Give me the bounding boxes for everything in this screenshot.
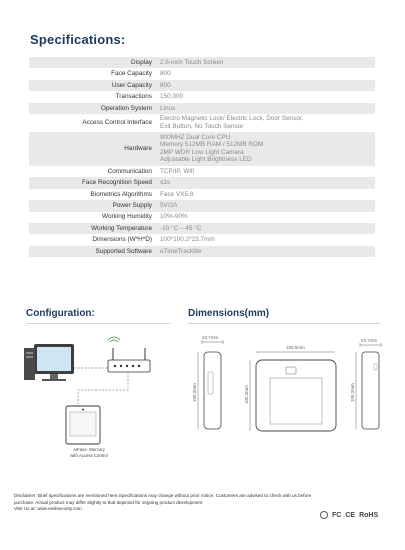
spec-value-line: 800: [160, 81, 171, 89]
spec-value-line: eTimeTracklite: [160, 247, 202, 255]
spec-key: Operation System: [29, 103, 156, 114]
spec-key: Access Control Interface: [29, 114, 156, 132]
spec-key: Hardware: [29, 132, 156, 166]
spec-value-line: Linux: [160, 104, 176, 112]
spec-value-line: Memory 512MB RAM / 512MB ROM: [160, 141, 264, 149]
spec-row: [29, 200, 375, 211]
right-width-label: 23.7mm: [361, 338, 378, 343]
spec-key: Face Capacity: [29, 68, 156, 79]
spec-key: Dimensions (W*H*D): [29, 234, 156, 245]
right-height-label: 100.2mm: [350, 383, 355, 402]
spec-key: Supported Software: [29, 246, 156, 257]
spec-value: [156, 166, 375, 177]
spec-value: [156, 223, 375, 234]
spec-value-line: 800: [160, 70, 171, 78]
spec-key: Communication: [29, 166, 156, 177]
disclaimer: [14, 493, 314, 513]
spec-table: [29, 57, 375, 257]
spec-row: [29, 103, 375, 114]
spec-value: [156, 200, 375, 211]
rohs-logo: RoHS: [359, 511, 379, 519]
fc-logo: FC: [332, 511, 342, 519]
spec-value: [156, 57, 375, 68]
device-caption-line: with Access Control: [70, 452, 108, 458]
side-width-label: 23.7mm: [202, 335, 219, 340]
spec-row: [29, 223, 375, 234]
configuration-rule: [26, 323, 171, 324]
spec-value-line: -10 °C – 45 °C: [160, 224, 202, 232]
spec-value: [156, 91, 375, 102]
device-caption-line: AiFace- Mercury: [73, 447, 105, 452]
side-view-right: [356, 343, 381, 429]
spec-value-line: 150,000: [160, 93, 184, 101]
spec-row: [29, 189, 375, 200]
spec-key: Transactions: [29, 91, 156, 102]
spec-value: [156, 189, 375, 200]
spec-row: [29, 177, 375, 188]
page-title: Specifications:: [30, 32, 126, 47]
spec-row: [29, 114, 375, 132]
ce-logo: CE: [345, 511, 356, 519]
spec-row: [29, 80, 375, 91]
spec-key: Power Supply: [29, 200, 156, 211]
spec-key: Working Humidity: [29, 212, 156, 223]
spec-row: [29, 166, 375, 177]
recycle-icon: [320, 511, 328, 519]
device-caption: [58, 447, 120, 458]
visit-text: Visit Us at: www.esslsecurity.com: [14, 506, 82, 511]
spec-value: [156, 177, 375, 188]
spec-key: Working Temperature: [29, 223, 156, 234]
side-view-left: [198, 340, 223, 429]
computer-icon: [24, 344, 74, 381]
configuration-title: Configuration:: [26, 308, 95, 319]
front-view: [250, 352, 336, 431]
spec-row: [29, 68, 375, 79]
spec-value-line: Adjustable Light Brightness LED: [160, 156, 252, 164]
spec-value-line: 900MHZ Dual Core CPU: [160, 133, 231, 141]
front-height-label: 100.2mm: [244, 385, 249, 404]
spec-key: Biometrics Algorithms: [29, 189, 156, 200]
spec-value-line: 10%-90%: [160, 213, 188, 221]
spec-row: [29, 132, 375, 166]
spec-row: [29, 212, 375, 223]
spec-value-line: ≤1s: [160, 179, 171, 187]
spec-value: [156, 234, 375, 245]
spec-key: User Capacity: [29, 80, 156, 91]
spec-value-line: Face VX5.8: [160, 190, 194, 198]
spec-value-line: 100*100.2*23.7mm: [160, 236, 215, 244]
side-height-label: 100.2mm: [192, 383, 197, 402]
spec-value-line: Exit Button, No Touch Sensor: [160, 122, 244, 130]
spec-value: [156, 132, 375, 166]
spec-row: [29, 234, 375, 245]
spec-row: [29, 57, 375, 68]
spec-value: [156, 80, 375, 91]
spec-value-line: 2.8-inch Touch Screen: [160, 58, 224, 66]
certification-logos: [320, 511, 378, 519]
spec-key: Display: [29, 57, 156, 68]
dimensions-diagram: [190, 334, 390, 444]
spec-value-line: TCP/IP, Wifi: [160, 167, 194, 175]
spec-value-line: Electro Magnetic Lock/ Electric Lock, Door Sensor,: [160, 115, 304, 123]
router-icon: [108, 337, 150, 372]
spec-value: [156, 68, 375, 79]
spec-value: [156, 246, 375, 257]
spec-row: [29, 246, 375, 257]
spec-value-line: 5V/2A: [160, 202, 178, 210]
spec-value: [156, 212, 375, 223]
spec-value-line: 2MP WDR Low Light Camera: [160, 148, 244, 156]
spec-row: [29, 91, 375, 102]
spec-value: [156, 114, 375, 132]
aiface-device-icon: [66, 406, 100, 444]
disclaimer-text: Disclaimer: Brief specifications are mentioned here.Specifications may change without prior notice. Customers are advised to check with us before purchase. Actual product may differ slightly to that depicted for ongoing product development: [14, 493, 312, 505]
spec-value: [156, 103, 375, 114]
dimensions-title: Dimensions(mm): [188, 308, 270, 319]
spec-key: Face Recognition Speed: [29, 177, 156, 188]
front-width-label: 100.0mm: [286, 345, 305, 350]
dimensions-rule: [188, 323, 380, 324]
